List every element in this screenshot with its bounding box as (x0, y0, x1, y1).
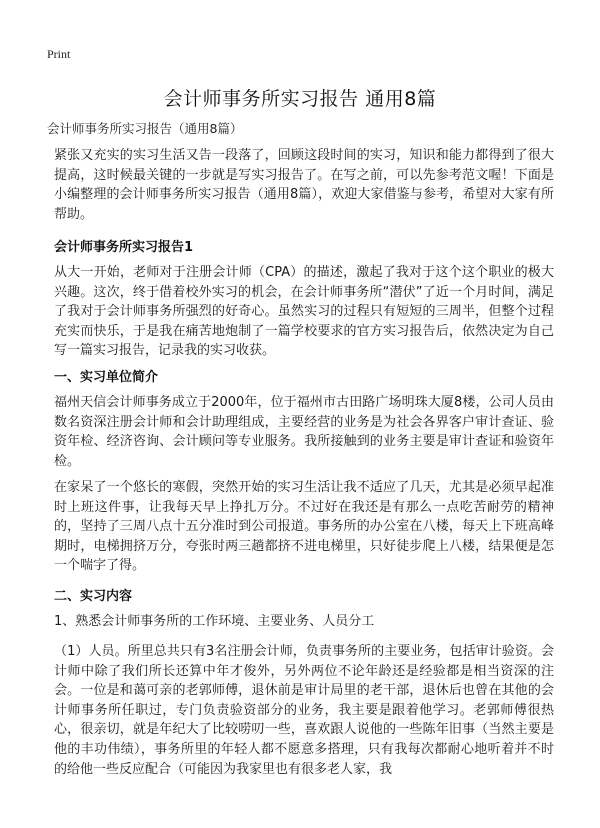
commute-paragraph: 在家呆了一个悠长的寒假，突然开始的实习生活让我不适应了几天，尤其是必须早起准时上班这件事，让我每天早上挣扎万分。不过好在我还是有那么一点吃苦耐劳的精神的，坚持了三周八点十五分准时到公司报道。事务所的办公室在八楼，每天上下班高峰期时，电梯拥挤万分，夸张时两三趟都挤不进电梯里，只好徒步爬上八楼，结果便是怎一个喘字了得。 (54, 480, 554, 574)
document-subtitle: 会计师事务所实习报告（通用8篇） (47, 121, 243, 136)
section-heading-unit-intro: 一、实习单位简介 (54, 370, 159, 385)
personnel-paragraph: （1）人员。所里总共只有3名注册会计师，负责事务所的主要业务，包括审计验资。会计师中除了我们所长还算中年才俊外，另外两位不论年龄还是经验都是相当资深的注会。一位是和蔼可亲的老郭师傅，退休前是审计局里的老干部，退休后也曾在其他的会计师事务所任职过，专门负责验资部分的业务，我主要是跟着他学习。老郭师傅很热心，很亲切，就是年纪大了比较唠叨一些，喜欢跟人说他的一些陈年旧事（当然主要是他的丰功伟绩），事务所里的年轻人都不愿意多搭理，只有我每次都耐心地听着并不时的给他一些反应配合（可能因为我家里也有很多老人家，我 (54, 644, 554, 777)
content-subheading: 1、熟悉会计师事务所的工作环境、主要业务、人员分工 (54, 614, 375, 629)
document-title: 会计师事务所实习报告 通用8篇 (163, 88, 437, 110)
report1-paragraph: 从大一开始，老师对于注册会计师（CPA）的描述，激起了我对于这个这个职业的极大兴趣。这次，终于借着校外实习的机会，在会计师事务所“潜伏”了近一个月时间，满足了我对于会计师事务所强烈的好奇心。虽然实习的过程只有短短的三周半，但整个过程充实而快乐，于是我在痛苦地炮制了一篇学校要求的官方实习报告后，依然决定为自己写一篇实习报告，记录我的实习收获。 (54, 265, 554, 359)
print-label: Print (47, 47, 71, 61)
unit-intro-paragraph: 福州天信会计师事务成立于2000年，位于福州市古田路广场明珠大厦8楼，公司人员由数名资深注册会计师和会计助理组成，主要经营的业务是为社会各界客户审计查证、验资年检、经济咨询、会计顾问等专业服务。我所接触到的业务主要是审计查证和验资年检。 (54, 395, 554, 469)
section-heading-report1: 会计师事务所实习报告1 (54, 240, 194, 255)
section-heading-content: 二、实习内容 (54, 589, 133, 604)
intro-paragraph: 紧张又充实的实习生活又告一段落了，回顾这段时间的实习，知识和能力都得到了很大提高，这时候最关键的一步就是写实习报告了。在写之前，可以先参考范文喔！下面是小编整理的会计师事务所实习报告（通用8篇），欢迎大家借鉴与参考，希望对大家有所帮助。 (54, 148, 554, 222)
